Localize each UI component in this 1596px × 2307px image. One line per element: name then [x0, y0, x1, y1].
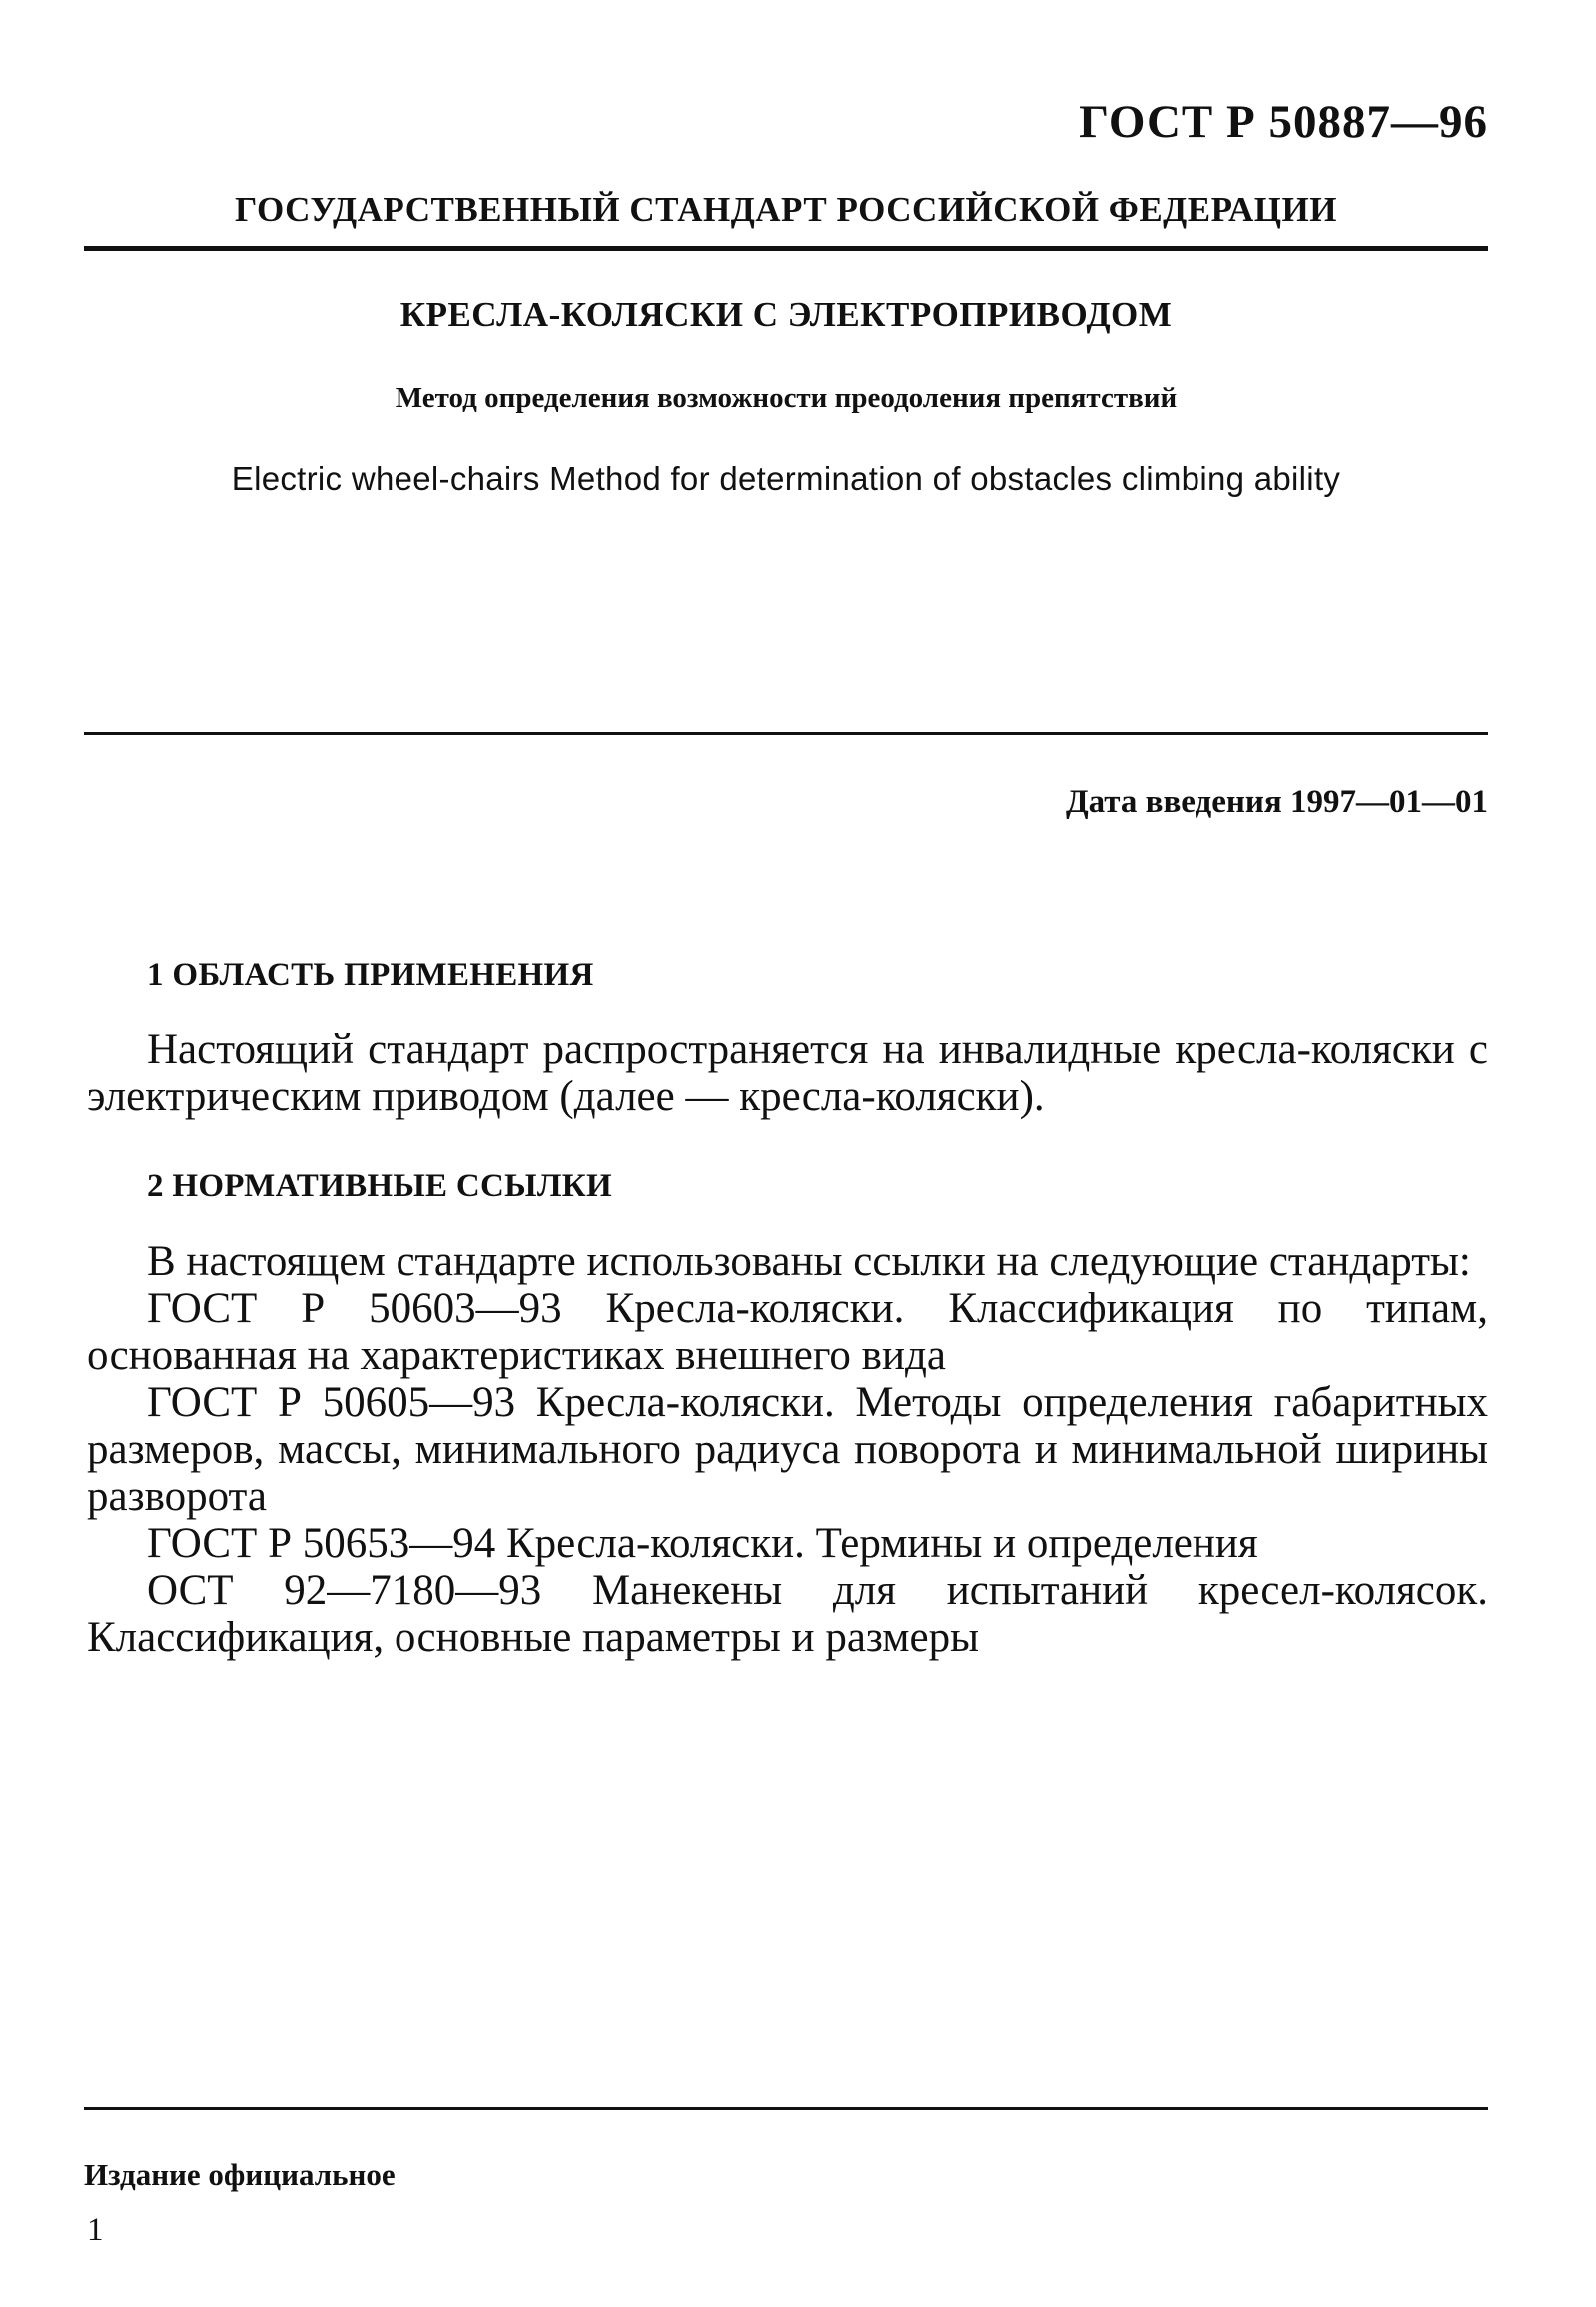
introduction-date: Дата введения 1997—01—01 — [1065, 784, 1488, 820]
document-subtitle: Метод определения возможности преодоления препятствий — [395, 383, 1178, 414]
edition-label: Издание официальное — [84, 2157, 396, 2192]
state-standard-heading: ГОСУДАРСТВЕННЫЙ СТАНДАРТ РОССИЙСКОЙ ФЕДЕРАЦИИ — [235, 190, 1337, 229]
section-1-heading: 1 ОБЛАСТЬ ПРИМЕНЕНИЯ — [147, 957, 594, 993]
title-divider — [84, 732, 1488, 735]
section-1-body — [87, 1026, 1488, 1120]
footer-divider — [84, 2107, 1488, 2110]
reference-item: ГОСТ Р 50603—93 Кресла-коляски. Классификация по типам, основанная на характеристиках внешнего вида — [87, 1285, 1488, 1379]
document-number: ГОСТ Р 50887—96 — [1079, 96, 1488, 148]
document-title-english: Electric wheel-chairs Method for determination of obstacles climbing ability — [231, 460, 1341, 497]
section-2-intro: В настоящем стандарте использованы ссылки на следующие стандарты: — [147, 1238, 1471, 1285]
reference-item: ГОСТ Р 50605—93 Кресла-коляски. Методы определения габаритных размеров, массы, минимального радиуса поворота и минимальной ширины разворота — [87, 1379, 1488, 1520]
section-1-paragraph: Настоящий стандарт распространяется на инвалидные кресла-коляски с электрическим приводом (далее — кресла-коляски). — [87, 1026, 1488, 1120]
reference-item: ГОСТ Р 50653—94 Кресла-коляски. Термины и определения — [147, 1520, 1258, 1567]
document-title: КРЕСЛА-КОЛЯСКИ С ЭЛЕКТРОПРИВОДОМ — [399, 295, 1173, 334]
reference-item: ОСТ 92—7180—93 Манекены для испытаний кресел-колясок. Классификация, основные параметры и размеры — [87, 1567, 1488, 1661]
section-2-body — [87, 1238, 1488, 1661]
page-number: 1 — [87, 2212, 104, 2248]
header-divider — [84, 246, 1488, 251]
section-2-heading: 2 НОРМАТИВНЫЕ ССЫЛКИ — [147, 1168, 612, 1204]
